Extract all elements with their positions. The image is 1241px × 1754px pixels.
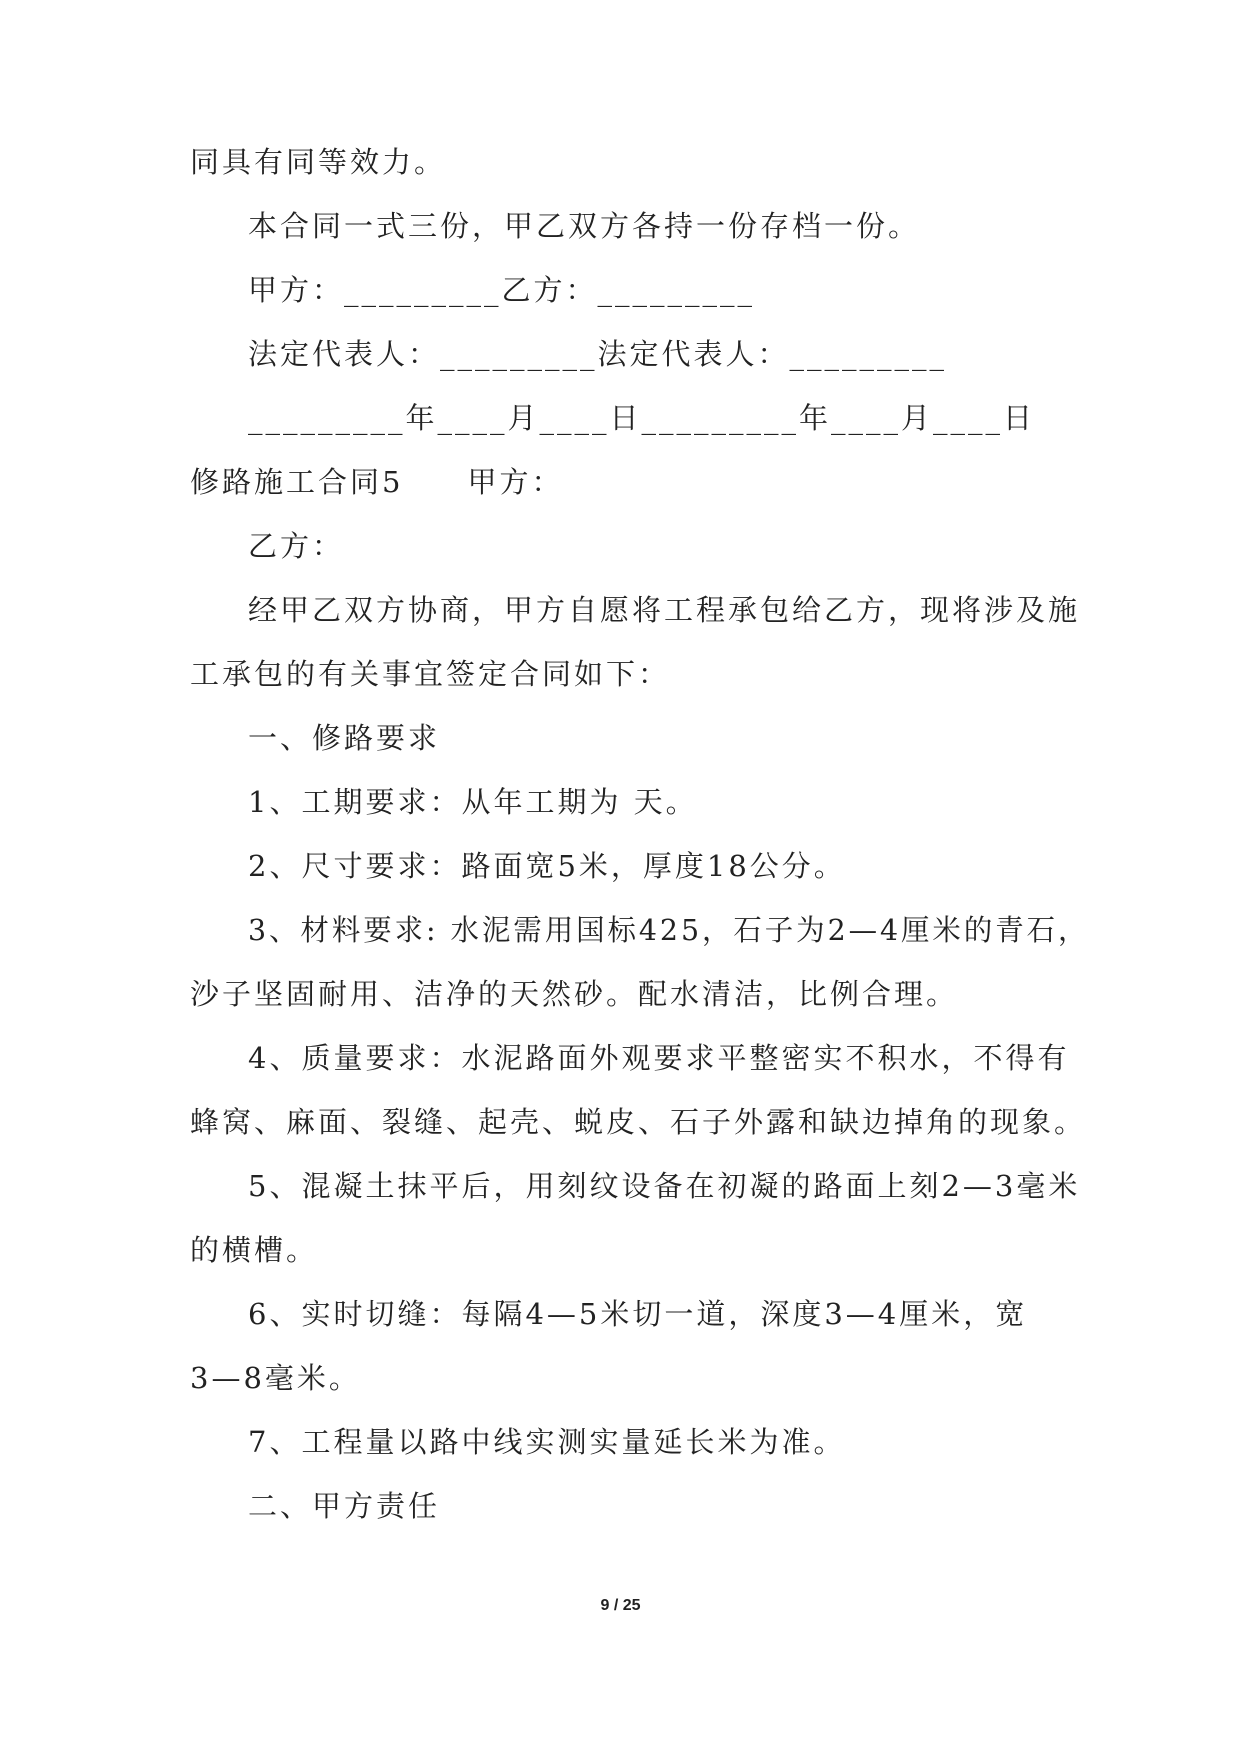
text-line: 沙子坚固耐用、洁净的天然砂。配水清洁，比例合理。 bbox=[190, 977, 959, 1011]
text-line: 一、修路要求 bbox=[248, 721, 441, 755]
text-line: 2、尺寸要求：路面宽5米，厚度18公分。 bbox=[248, 849, 846, 883]
text-line: 经甲乙双方协商，甲方自愿将工程承包给乙方，现将涉及施 bbox=[248, 593, 1081, 627]
text-line: 法定代表人：_________法定代表人：_________ bbox=[248, 337, 948, 371]
text-line: _________年____月____日_________年____月____日 bbox=[248, 401, 1036, 435]
text-line: 本合同一式三份，甲乙双方各持一份存档一份。 bbox=[248, 209, 921, 243]
text-line: 乙方： bbox=[248, 529, 345, 563]
text-line: 4、质量要求：水泥路面外观要求平整密实不积水，不得有 bbox=[248, 1041, 1070, 1075]
text-line: 5、混凝土抹平后，用刻纹设备在初凝的路面上刻2—3毫米 bbox=[248, 1169, 1081, 1203]
text-line: 蜂窝、麻面、裂缝、起壳、蜕皮、石子外露和缺边掉角的现象。 bbox=[190, 1105, 1087, 1139]
text-line: 工承包的有关事宜签定合同如下： bbox=[190, 657, 671, 691]
text-line: 7、工程量以路中线实测实量延长米为准。 bbox=[248, 1425, 846, 1459]
text-line: 二、甲方责任 bbox=[248, 1489, 441, 1523]
text-line: 的横槽。 bbox=[190, 1233, 319, 1267]
text-line: 甲方：_________乙方：_________ bbox=[248, 273, 756, 307]
text-line: 1、工期要求：从年工期为 天。 bbox=[248, 785, 698, 819]
text-line: 3、材料要求: 水泥需用国标425，石子为2—4厘米的青石， bbox=[248, 913, 1090, 947]
text-line: 3—8毫米。 bbox=[190, 1361, 361, 1395]
page-number: 9 / 25 bbox=[600, 1597, 641, 1614]
section-heading: 修路施工合同5 甲方： bbox=[190, 465, 564, 499]
text-line: 同具有同等效力。 bbox=[190, 145, 447, 179]
text-line: 6、实时切缝：每隔4—5米切一道，深度3—4厘米，宽 bbox=[248, 1297, 1028, 1331]
